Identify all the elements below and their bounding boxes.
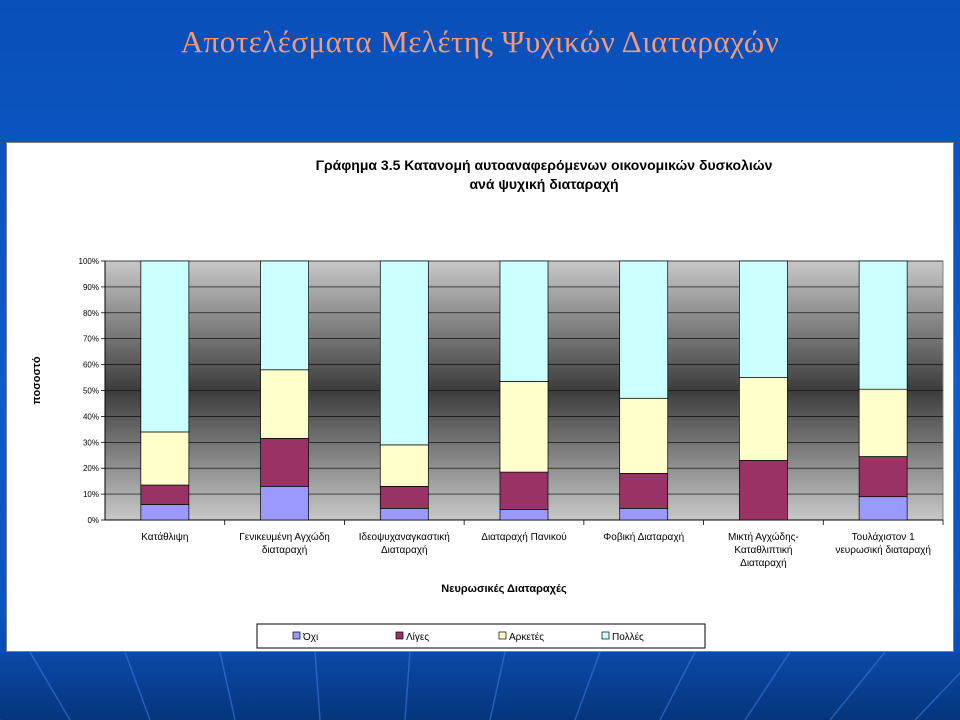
- legend-label: Λίγες: [406, 632, 430, 643]
- legend-swatch: [499, 632, 506, 639]
- bar-segment-2-cat-2: [261, 438, 309, 486]
- x-tick-label: Κατάθλιψη: [141, 532, 189, 543]
- bar-segment-2-cat-5: [620, 473, 668, 508]
- bar-segment-2-cat-3: [380, 486, 428, 508]
- bar-segment-2-cat-4: [500, 472, 548, 510]
- bar-segment-4-cat-4: [500, 261, 548, 381]
- chart-panel: [6, 142, 954, 652]
- bar-segment-4-cat-2: [261, 261, 309, 370]
- bar-segment-1-cat-3: [380, 508, 428, 520]
- x-axis-title: Νευρωσικές Διαταραχές: [441, 583, 567, 595]
- x-tick-label: Διαταραχή: [381, 545, 428, 556]
- bar-segment-1-cat-7: [859, 497, 907, 520]
- x-tick-label: Φοβική Διαταραχή: [603, 532, 685, 543]
- legend-label: Αρκετές: [509, 632, 545, 643]
- bar-segment-1-cat-4: [500, 510, 548, 520]
- legend-swatch: [602, 632, 609, 639]
- y-tick-label: 50%: [82, 386, 99, 396]
- x-tick-label: Καταθλιπτική: [734, 545, 793, 556]
- y-tick-label: 0%: [87, 516, 99, 525]
- legend-swatch: [396, 632, 403, 639]
- bar-segment-3-cat-6: [739, 378, 787, 461]
- y-tick-label: 10%: [82, 490, 99, 500]
- legend-swatch: [293, 632, 300, 639]
- slide-title: Αποτελέσματα Μελέτης Ψυχικών Διαταραχών: [180, 24, 780, 59]
- bar-segment-4-cat-1: [141, 261, 189, 432]
- bar-segment-1-cat-5: [620, 508, 668, 520]
- chart: [7, 143, 953, 651]
- y-tick-label: 40%: [82, 412, 99, 422]
- x-tick-label: διαταραχή: [261, 545, 308, 556]
- bar-segment-3-cat-2: [261, 370, 309, 439]
- x-tick-label: Τουλάχιστον 1: [851, 532, 915, 543]
- chart-title-line-2: ανά ψυχική διαταραχή: [469, 176, 619, 192]
- bar-segment-4-cat-3: [380, 261, 428, 445]
- bar-segment-3-cat-3: [380, 445, 428, 486]
- bar-segment-1-cat-2: [261, 486, 309, 520]
- chart-title-line-1: Γράφημα 3.5 Κατανομή αυτοαναφερόμενων οικονομικών δυσκολιών: [315, 157, 773, 173]
- legend-label: Πολλές: [612, 632, 644, 643]
- bar-segment-3-cat-1: [141, 432, 189, 485]
- x-tick-label: Μικτή Αγχώδης-: [727, 532, 799, 543]
- footer-lines: [0, 652, 960, 720]
- x-tick-label: Διαταραχή: [740, 558, 787, 569]
- bar-segment-3-cat-4: [500, 381, 548, 472]
- bar-segment-3-cat-7: [859, 389, 907, 456]
- bar-segment-3-cat-5: [620, 398, 668, 473]
- y-tick-label: 100%: [78, 257, 99, 266]
- y-tick-label: 70%: [82, 334, 99, 344]
- bar-segment-4-cat-6: [739, 261, 787, 378]
- x-tick-label: Διαταραχή Πανικού: [481, 532, 567, 543]
- bar-segment-4-cat-5: [620, 261, 668, 398]
- x-tick-label: Γενικευμένη Αγχώδη: [239, 532, 330, 543]
- decorative-footer: [0, 652, 960, 720]
- bar-segment-2-cat-7: [859, 457, 907, 497]
- bar-segment-2-cat-6: [739, 460, 787, 520]
- legend-label: Όχι: [303, 632, 319, 643]
- y-tick-label: 90%: [82, 282, 99, 292]
- bar-segment-2-cat-1: [141, 485, 189, 504]
- y-tick-label: 60%: [82, 360, 99, 370]
- y-tick-label: 30%: [82, 438, 99, 448]
- y-axis-title: ποσοστό: [31, 356, 43, 405]
- bar-segment-4-cat-7: [859, 261, 907, 389]
- bar-segment-1-cat-1: [141, 504, 189, 520]
- x-tick-label: νευρωσική διαταραχή: [835, 545, 931, 556]
- y-tick-label: 20%: [82, 464, 99, 474]
- y-tick-label: 80%: [82, 308, 99, 318]
- x-tick-label: Ιδεοψυχαναγκαστική: [358, 532, 450, 543]
